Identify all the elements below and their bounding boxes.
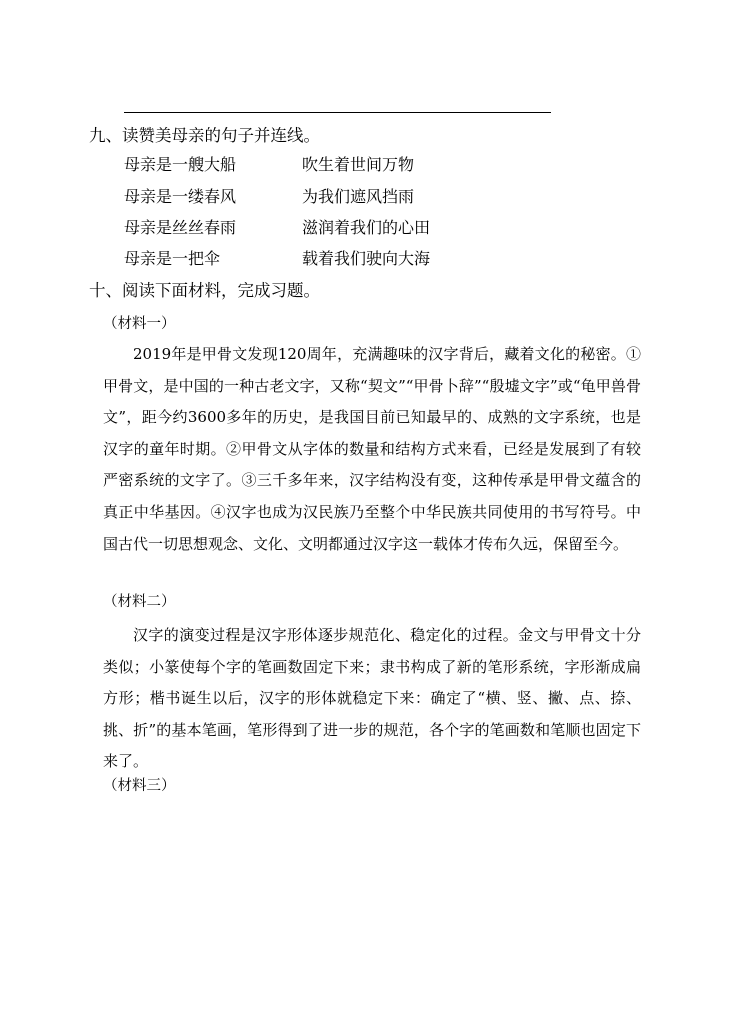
matching-right-item[interactable]: 滋润着我们的心田 — [302, 218, 431, 237]
material-2-text: 汉字的演变过程是汉字形体逐步规范化、稳定化的过程。金文与甲骨文十分类似；小篆使每个字的笔画数固定下来；隶书构成了新的笔形系统，字形渐成扁方形；楷书诞生以后，汉字的形体就稳定下来：确定了“横、竖、撇、点、捺、挑、折”的基本笔画，笔形得到了进一步的规范，各个字的笔画数和笔顺也固定下来了。 — [103, 626, 641, 771]
matching-row-3 — [124, 216, 564, 240]
matching-row-4 — [124, 247, 564, 271]
question-10-title: 十、阅读下面材料，完成习题。 — [89, 281, 320, 300]
matching-row-2 — [124, 185, 564, 209]
matching-left-item[interactable]: 母亲是一艘大船 — [124, 155, 237, 174]
material-2-label: （材料二） — [103, 594, 176, 610]
matching-right-item[interactable]: 为我们遮风挡雨 — [302, 187, 415, 206]
matching-right-item[interactable]: 载着我们驶向大海 — [302, 249, 431, 268]
question-9-title: 九、读赞美母亲的句子并连线。 — [89, 126, 320, 145]
answer-line — [124, 112, 551, 113]
matching-row-1 — [124, 153, 564, 177]
material-1-label: （材料一） — [103, 316, 176, 332]
material-3-label: （材料三） — [103, 778, 176, 794]
matching-left-item[interactable]: 母亲是一把伞 — [124, 249, 221, 268]
material-1-text: 2019年是甲骨文发现120周年，充满趣味的汉字背后，藏着文化的秘密。①甲骨文，是中国的一种古老文字，又称“契文”“甲骨卜辞”“殷墟文字”或“龟甲兽骨文”，距今约3600多年的历史，是我国目前已知最早的、成熟的文字系统，也是汉字的童年时期。②甲骨文从字体的数量和结构方式来看，已经是发展到了有较严密系统的文字了。③三千多年来，汉字结构没有变，这种传承是甲骨文蕴含的真正中华基因。④汉字也成为汉民族乃至整个中华民族共同使用的书写符号。中国古代一切思想观念、文化、文明都通过汉字这一载体才传布久远，保留至今。 — [103, 345, 641, 553]
matching-right-item[interactable]: 吹生着世间万物 — [302, 155, 415, 174]
matching-left-item[interactable]: 母亲是一缕春风 — [124, 187, 237, 206]
matching-left-item[interactable]: 母亲是丝丝春雨 — [124, 218, 237, 237]
